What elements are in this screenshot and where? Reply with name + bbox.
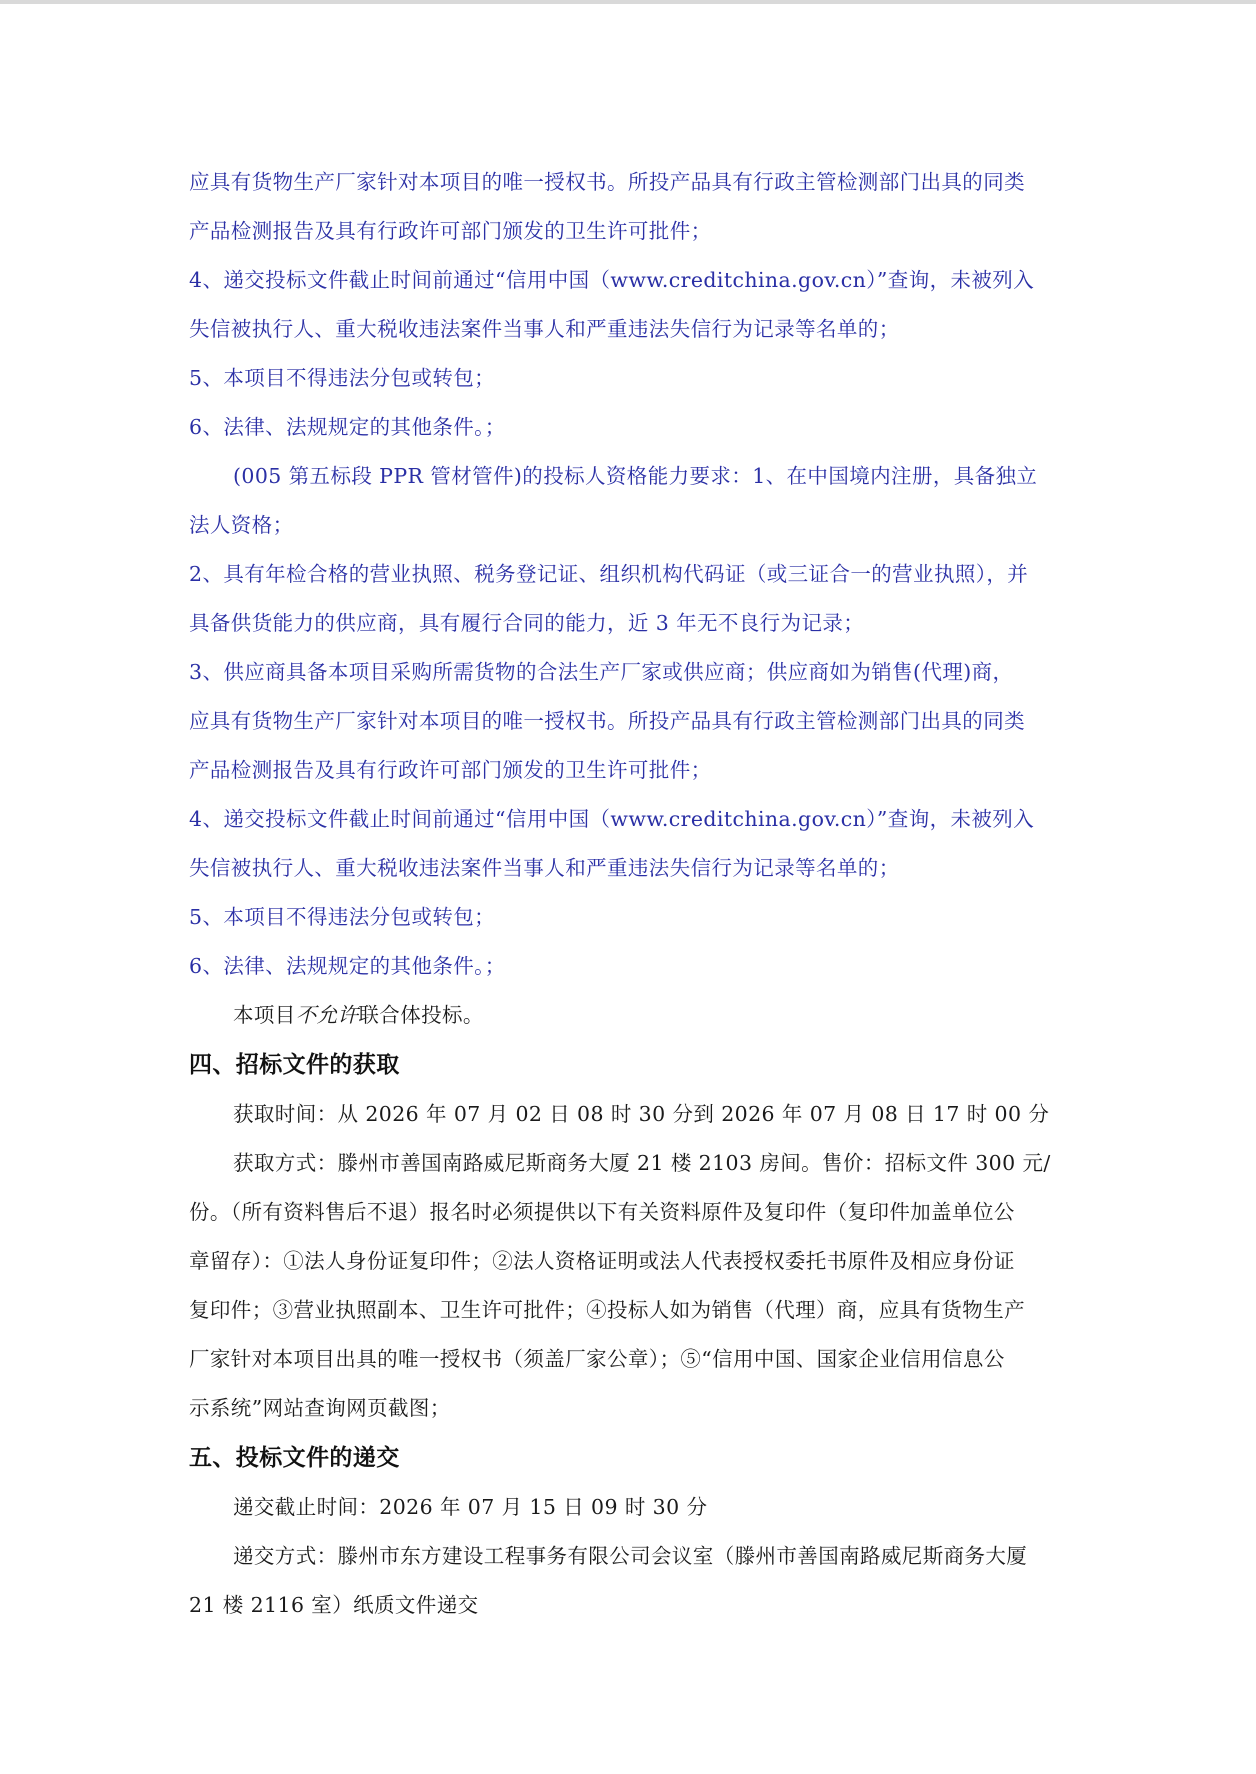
text-line: 5、本项目不得违法分包或转包； <box>189 366 496 390</box>
text-line: 应具有货物生产厂家针对本项目的唯一授权书。所投产品具有行政主管检测部门出具的同类 <box>189 709 1025 733</box>
acquisition-method-line: 复印件；③营业执照副本、卫生许可批件；④投标人如为销售（代理）商，应具有货物生产 <box>189 1298 1025 1322</box>
section-heading-acquisition: 四、招标文件的获取 <box>189 1051 400 1078</box>
joint-bid-suffix: 联合体投标。 <box>358 1003 484 1027</box>
submission-method-line: 21 楼 2116 室）纸质文件递交 <box>189 1593 479 1617</box>
text-line: (005 第五标段 PPR 管材管件)的投标人资格能力要求：1、在中国境内注册，具备独立 <box>233 464 1038 488</box>
text-line: 失信被执行人、重大税收违法案件当事人和严重违法失信行为记录等名单的； <box>189 317 900 341</box>
text-line: 法人资格； <box>189 513 294 537</box>
acquisition-time: 获取时间：从 2026 年 07 月 02 日 08 时 30 分到 2026 年 07 月 08 日 17 时 00 分 <box>233 1102 1050 1126</box>
joint-bid-emphasis: 不允许 <box>295 1003 359 1027</box>
top-border <box>0 0 1256 4</box>
text-line: 产品检测报告及具有行政许可部门颁发的卫生许可批件； <box>189 219 712 243</box>
submission-deadline: 递交截止时间：2026 年 07 月 15 日 09 时 30 分 <box>233 1495 708 1519</box>
acquisition-method-line: 章留存）：①法人身份证复印件；②法人资格证明或法人代表授权委托书原件及相应身份证 <box>189 1249 1015 1273</box>
text-line: 具备供货能力的供应商，具有履行合同的能力，近 3 年无不良行为记录； <box>189 611 865 635</box>
text-line: 4、递交投标文件截止时间前通过“信用中国（www.creditchina.gov.cn）”查询，未被列入 <box>189 807 1035 831</box>
text-line: 6、法律、法规规定的其他条件。； <box>189 954 506 978</box>
text-line: 5、本项目不得违法分包或转包； <box>189 905 496 929</box>
joint-bid-prefix: 本项目 <box>233 1003 296 1027</box>
acquisition-method-line: 厂家针对本项目出具的唯一授权书（须盖厂家公章）；⑤“信用中国、国家企业信用信息公 <box>189 1347 1005 1371</box>
document-page <box>189 158 1069 1630</box>
joint-bid-line <box>189 991 1069 1040</box>
text-line: 4、递交投标文件截止时间前通过“信用中国（www.creditchina.gov.cn）”查询，未被列入 <box>189 268 1035 292</box>
acquisition-method-line: 示系统”网站查询网页截图； <box>189 1396 451 1420</box>
text-line: 应具有货物生产厂家针对本项目的唯一授权书。所投产品具有行政主管检测部门出具的同类 <box>189 170 1025 194</box>
text-line: 产品检测报告及具有行政许可部门颁发的卫生许可批件； <box>189 758 712 782</box>
text-line: 6、法律、法规规定的其他条件。； <box>189 415 506 439</box>
text-line: 3、供应商具备本项目采购所需货物的合法生产厂家或供应商；供应商如为销售(代理)商， <box>189 660 1014 684</box>
acquisition-method-line: 获取方式：滕州市善国南路威尼斯商务大厦 21 楼 2103 房间。售价：招标文件 300 元/ <box>233 1151 1051 1175</box>
text-line: 失信被执行人、重大税收违法案件当事人和严重违法失信行为记录等名单的； <box>189 856 900 880</box>
text-line: 2、具有年检合格的营业执照、税务登记证、组织机构代码证（或三证合一的营业执照），并 <box>189 562 1029 586</box>
submission-method-line: 递交方式：滕州市东方建设工程事务有限公司会议室（滕州市善国南路威尼斯商务大厦 <box>233 1544 1028 1568</box>
acquisition-method-line: 份。（所有资料售后不退）报名时必须提供以下有关资料原件及复印件（复印件加盖单位公 <box>189 1200 1015 1224</box>
section-heading-submission: 五、投标文件的递交 <box>189 1444 400 1471</box>
